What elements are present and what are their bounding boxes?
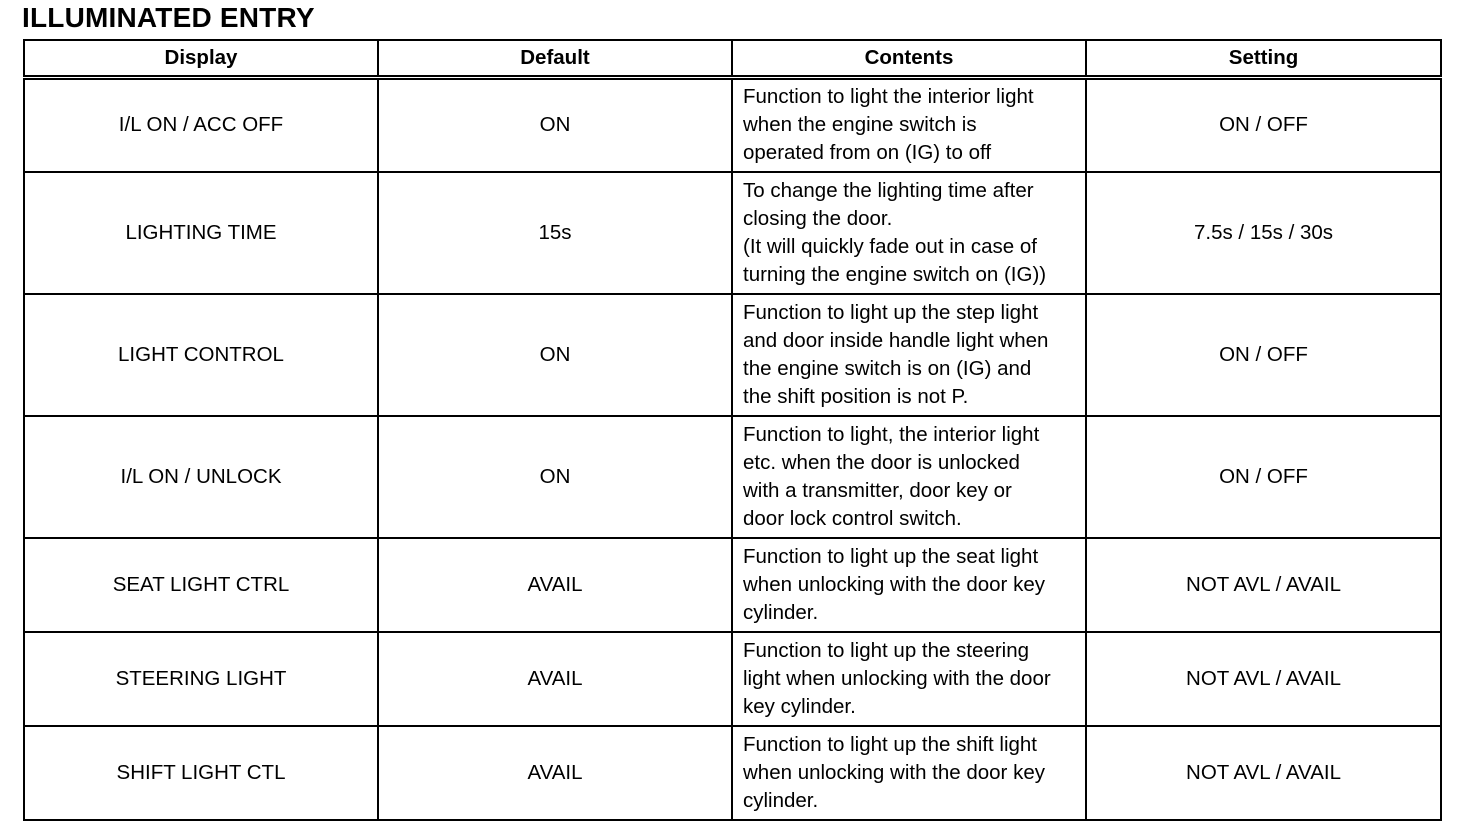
table-row [24, 538, 1441, 632]
table-header-row [24, 40, 1441, 78]
table-row [24, 726, 1441, 820]
contents-cell: Function to light up the seat light when unlocking with the door key cylinder. [732, 538, 1086, 632]
contents-cell: Function to light up the step light and door inside handle light when the engine switch is on (IG) and the shift position is not P. [732, 294, 1086, 416]
contents-cell: Function to light, the interior light etc. when the door is unlocked with a transmitter, door key or door lock control switch. [732, 416, 1086, 538]
display-cell: I/L ON / UNLOCK [24, 416, 378, 538]
table-row [24, 632, 1441, 726]
table-row [24, 78, 1441, 172]
setting-cell: ON / OFF [1086, 78, 1441, 172]
setting-cell: NOT AVL / AVAIL [1086, 538, 1441, 632]
contents-cell: To change the lighting time after closing the door. (It will quickly fade out in case of turning the engine switch on (IG)) [732, 172, 1086, 294]
default-cell: AVAIL [378, 726, 732, 820]
setting-cell: ON / OFF [1086, 416, 1441, 538]
display-cell: SEAT LIGHT CTRL [24, 538, 378, 632]
page-title: ILLUMINATED ENTRY [22, 2, 315, 33]
contents-cell: Function to light up the steering light when unlocking with the door key cylinder. [732, 632, 1086, 726]
display-cell: I/L ON / ACC OFF [24, 78, 378, 172]
default-cell: 15s [378, 172, 732, 294]
display-cell: LIGHTING TIME [24, 172, 378, 294]
setting-cell: ON / OFF [1086, 294, 1441, 416]
column-header-setting: Setting [1086, 40, 1441, 78]
setting-cell: NOT AVL / AVAIL [1086, 632, 1441, 726]
column-header-default: Default [378, 40, 732, 78]
default-cell: ON [378, 78, 732, 172]
table-row [24, 172, 1441, 294]
default-cell: ON [378, 416, 732, 538]
default-cell: AVAIL [378, 632, 732, 726]
table-row [24, 416, 1441, 538]
default-cell: ON [378, 294, 732, 416]
contents-cell: Function to light the interior light when the engine switch is operated from on (IG) to off [732, 78, 1086, 172]
table-row [24, 294, 1441, 416]
column-header-display: Display [24, 40, 378, 78]
settings-table [23, 39, 1442, 821]
display-cell: STEERING LIGHT [24, 632, 378, 726]
column-header-contents: Contents [732, 40, 1086, 78]
setting-cell: NOT AVL / AVAIL [1086, 726, 1441, 820]
setting-cell: 7.5s / 15s / 30s [1086, 172, 1441, 294]
display-cell: SHIFT LIGHT CTL [24, 726, 378, 820]
contents-cell: Function to light up the shift light when unlocking with the door key cylinder. [732, 726, 1086, 820]
default-cell: AVAIL [378, 538, 732, 632]
display-cell: LIGHT CONTROL [24, 294, 378, 416]
